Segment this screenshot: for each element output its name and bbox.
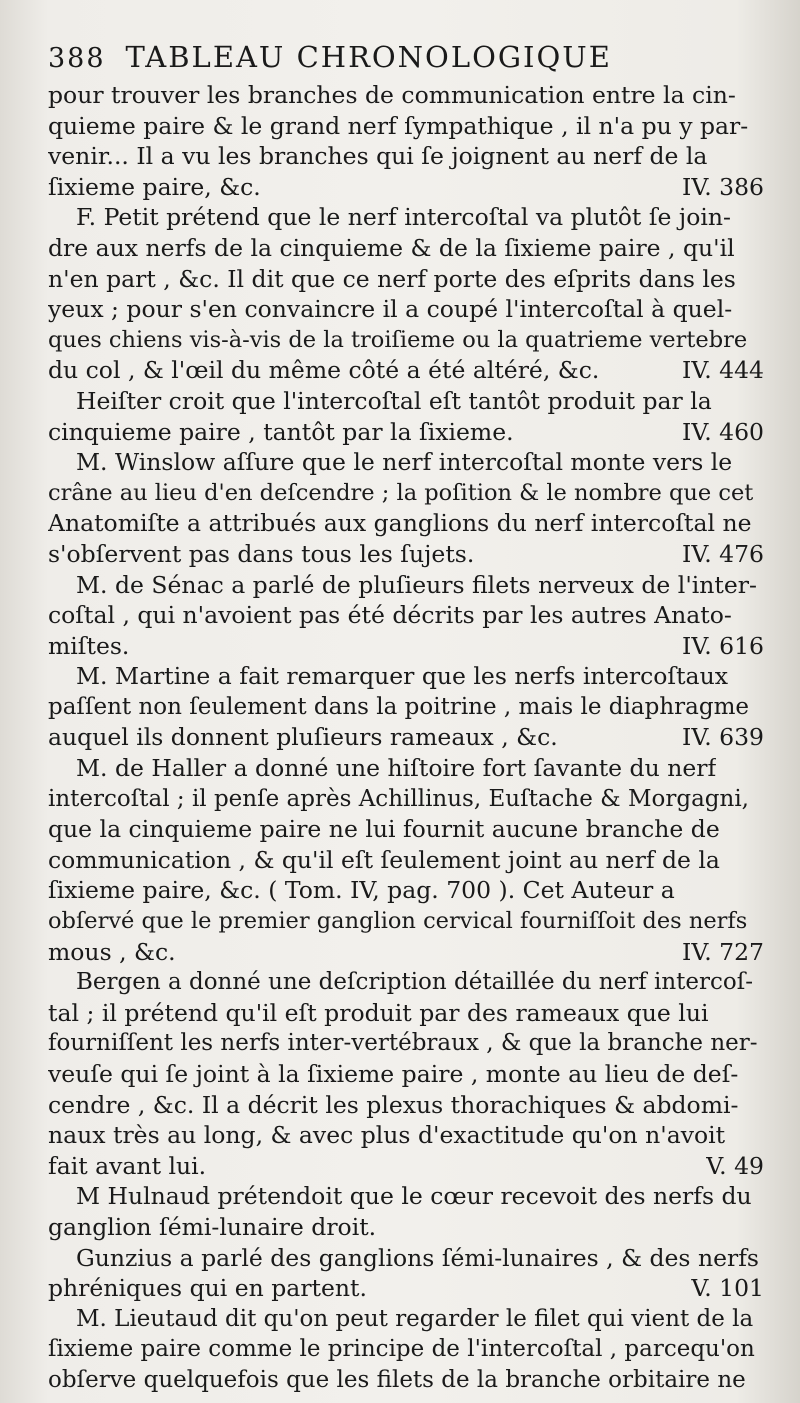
text-line (48, 1334, 764, 1365)
line-text: communication , & qu'il eſt ſeulement joint au nerf de la (48, 845, 720, 874)
text-line (48, 1120, 764, 1151)
line-text: M. de Sénac a parlé de pluſieurs filets nerveux de l'inter- (76, 570, 757, 599)
text-line (48, 692, 764, 723)
line-text: ganglion ſémi-lunaire droit. (48, 1212, 377, 1241)
line-text: intercoſtal ; il penſe après Achillinus, Euſtache & Morgagni, (48, 785, 749, 812)
line-text: crâne au lieu d'en deſcendre ; la poſition & le nombre que cet (48, 479, 754, 506)
volume-reference: IV. 727 (682, 937, 764, 966)
line-text: M. Martine a fait remarquer que les nerfs intercoſtaux (76, 662, 728, 691)
text-line (48, 447, 764, 478)
text-line (48, 875, 764, 906)
text-line (48, 967, 764, 998)
text-line (48, 906, 764, 937)
text-line (48, 722, 764, 753)
line-text: mous , &c. (48, 937, 176, 966)
text-line (48, 141, 764, 172)
text-line (48, 417, 764, 448)
running-head (48, 40, 764, 80)
text-line (48, 570, 764, 601)
running-title: TABLEAU CHRONOLOGIQUE (125, 40, 612, 74)
line-text: Gunzius a parlé des ganglions ſémi-lunaires , & des nerfs (76, 1243, 759, 1272)
line-text: M. Lieutaud dit qu'on peut regarder le filet qui vient de la (76, 1305, 754, 1332)
line-text: M. Winslow aſſure que le nerf intercoſtal monte vers le (76, 448, 733, 477)
text-line (48, 355, 764, 386)
text-line (48, 845, 764, 876)
line-text: quieme paire & le grand nerf ſympathique , il n'a pu y par- (48, 111, 749, 140)
line-text: du col , & l'œil du même côté a été altéré, &c. (48, 356, 600, 385)
text-line (48, 937, 764, 968)
text-line (48, 1151, 764, 1182)
text-line (48, 998, 764, 1029)
volume-reference: IV. 460 (682, 417, 764, 446)
line-text: coſtal , qui n'avoient pas été décrits par les autres Anato- (48, 601, 732, 630)
line-text: tal ; il prétend qu'il eſt produit par des rameaux que lui (48, 998, 709, 1027)
line-text: n'en part , &c. Il dit que ce nerf porte des eſprits dans les (48, 264, 736, 293)
line-text: naux très au long, & avec plus d'exactitude qu'on n'avoit (48, 1121, 726, 1150)
line-text: Heiſter croit que l'intercoſtal eſt tantôt produit par la (76, 386, 712, 415)
line-text: miſtes. (48, 631, 130, 660)
volume-reference: IV. 386 (682, 172, 764, 201)
line-text: Bergen a donné une deſcription détaillée du nerf intercoſ- (76, 969, 754, 996)
text-line (48, 478, 764, 509)
volume-reference: IV. 639 (682, 723, 764, 752)
line-text: Anatomiſte a attribués aux ganglions du nerf intercoſtal ne (48, 509, 752, 538)
line-text: cendre , &c. Il a décrit les plexus thorachiques & abdomi- (48, 1090, 739, 1119)
line-text: venir... Il a vu les branches qui ſe joignent au nerf de la (48, 142, 708, 171)
text-line (48, 80, 764, 111)
line-text: phréniques qui en partent. (48, 1274, 367, 1303)
line-text: M. de Haller a donné une hiſtoire fort ſavante du nerf (76, 754, 717, 783)
volume-reference: IV. 616 (682, 631, 764, 660)
line-text: obſervé que le premier ganglion cervical fourniſſoit des nerfs (48, 908, 748, 935)
volume-reference: IV. 444 (682, 356, 764, 385)
page-number: 388 (48, 43, 106, 74)
text-line (48, 508, 764, 539)
line-text: pour trouver les branches de communication entre la cin- (48, 81, 736, 109)
text-line (48, 1304, 764, 1335)
volume-reference: V. 49 (706, 1151, 764, 1180)
text-line (48, 814, 764, 845)
line-text: M Hulnaud prétendoit que le cœur recevoit des nerfs du (76, 1182, 752, 1211)
line-text: auquel ils donnent pluſieurs rameaux , &c. (48, 723, 558, 752)
line-text: s'obſervent pas dans tous les ſujets. (48, 539, 475, 568)
volume-reference: IV. 476 (682, 539, 764, 568)
text-line (48, 1273, 764, 1304)
text-line (48, 1059, 764, 1090)
line-text: fait avant lui. (48, 1151, 207, 1180)
text-line (48, 386, 764, 417)
text-line (48, 784, 764, 815)
text-line (48, 294, 764, 325)
line-text: cinquieme paire , tantôt par la ſixieme. (48, 417, 514, 446)
text-line (48, 1365, 764, 1396)
text-line (48, 1028, 764, 1059)
text-line (48, 1212, 764, 1243)
line-text: veuſe qui ſe joint à la ſixieme paire , monte au lieu de deſ- (48, 1060, 739, 1088)
text-line (48, 202, 764, 233)
text-line (48, 753, 764, 784)
line-text: ſixieme paire, &c. (48, 172, 261, 201)
text-line (48, 325, 764, 356)
text-line (48, 600, 764, 631)
line-text: que la cinquieme paire ne lui fournit aucune branche de (48, 815, 720, 844)
text-line (48, 111, 764, 142)
line-text: ſixieme paire comme le principe de l'intercoſtal , parcequ'on (48, 1336, 755, 1363)
line-text: ques chiens vis-à-vis de la troiſieme ou la quatrieme vertebre (48, 326, 748, 353)
line-text: dre aux nerfs de la cinquieme & de la ſixieme paire , qu'il (48, 233, 735, 262)
text-line (48, 1243, 764, 1274)
text-line (48, 264, 764, 295)
line-text: ſixieme paire, &c. ( Tom. IV, pag. 700 ). Cet Auteur a (48, 876, 675, 905)
volume-reference: V. 101 (691, 1274, 764, 1303)
text-line (48, 172, 764, 203)
text-line (48, 1181, 764, 1212)
text-line (48, 1090, 764, 1121)
body-text (48, 80, 764, 1396)
line-text: fourniſſent les nerfs inter-vertébraux , & que la branche ner- (48, 1030, 758, 1057)
line-text: obſerve quelquefois que les filets de la branche orbitaire ne (48, 1366, 746, 1393)
line-text: yeux ; pour s'en convaincre il a coupé l'intercoſtal à quel- (48, 295, 733, 324)
text-line (48, 631, 764, 662)
text-line (48, 233, 764, 264)
line-text: paſſent non ſeulement dans la poitrine , mais le diaphragme (48, 693, 749, 720)
text-line (48, 661, 764, 692)
line-text: F. Petit prétend que le nerf intercoſtal va plutôt ſe join- (76, 203, 731, 232)
text-line (48, 539, 764, 570)
